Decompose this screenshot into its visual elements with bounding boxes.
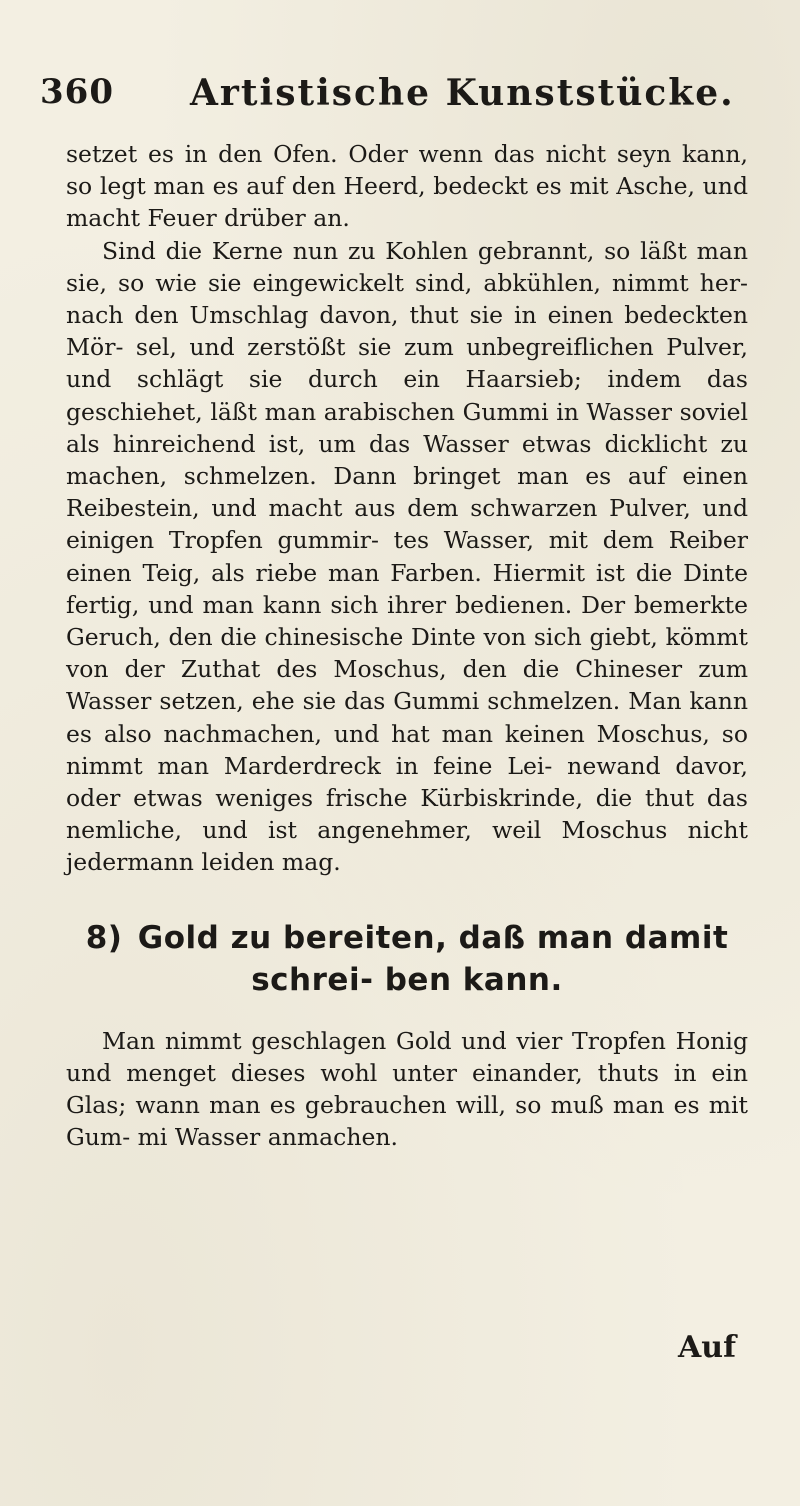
catchword: Auf	[678, 1330, 736, 1365]
paragraph: setzet es in den Ofen. Oder wenn das nicht seyn kann, so legt man es auf den Heerd, bedeckt es mit Asche, und macht Feuer drüber an.	[66, 140, 748, 233]
running-head	[40, 72, 750, 122]
page-number: 360	[40, 72, 114, 112]
running-title: Artistische Kunststücke.	[190, 72, 735, 114]
section-paragraph: Man nimmt geschlagen Gold und vier Tropfen Honig und menget dieses wohl unter einander, thuts in ein Glas; wann man es gebrauchen will, so muß man es mit Gum- mi Wasser anmachen.	[66, 1026, 748, 1152]
section-title: Gold zu bereiten, daß man damit schrei- ben kann.	[137, 919, 729, 998]
body-text	[66, 138, 748, 1153]
section-heading	[66, 917, 748, 1001]
paragraph: Sind die Kerne nun zu Kohlen gebrannt, so läßt man sie, so wie sie eingewickelt sind, abkühlen, nimmt her- nach den Umschlag davon, thut sie in einen bedeckten Mör- sel, und zerstößt sie zum unbegreiflichen Pulver, und schlägt sie durch ein Haarsieb; indem das geschiehet, läßt man arabischen Gummi in Wasser soviel als hinreichend ist, um das Wasser etwas dicklicht zu machen, schmelzen. Dann bringet man es auf einen Reibestein, und macht aus dem schwarzen Pulver, und einigen Tropfen gummir- tes Wasser, mit dem Reiber einen Teig, als riebe man Farben. Hiermit ist die Dinte fertig, und man kann sich ihrer bedienen. Der bemerkte Geruch, den die chinesische Dinte von sich giebt, kömmt von der Zuthat des Moschus, den die Chineser zum Wasser setzen, ehe sie das Gummi schmelzen. Man kann es also nachmachen, und hat man keinen Moschus, so nimmt man Marderdreck in feine Lei- newand davor, oder etwas weniges frische Kürbiskrinde, die thut das nemliche, und ist angenehmer, weil Moschus nicht jedermann leiden mag.	[66, 236, 748, 877]
section-number: 8)	[85, 919, 123, 956]
